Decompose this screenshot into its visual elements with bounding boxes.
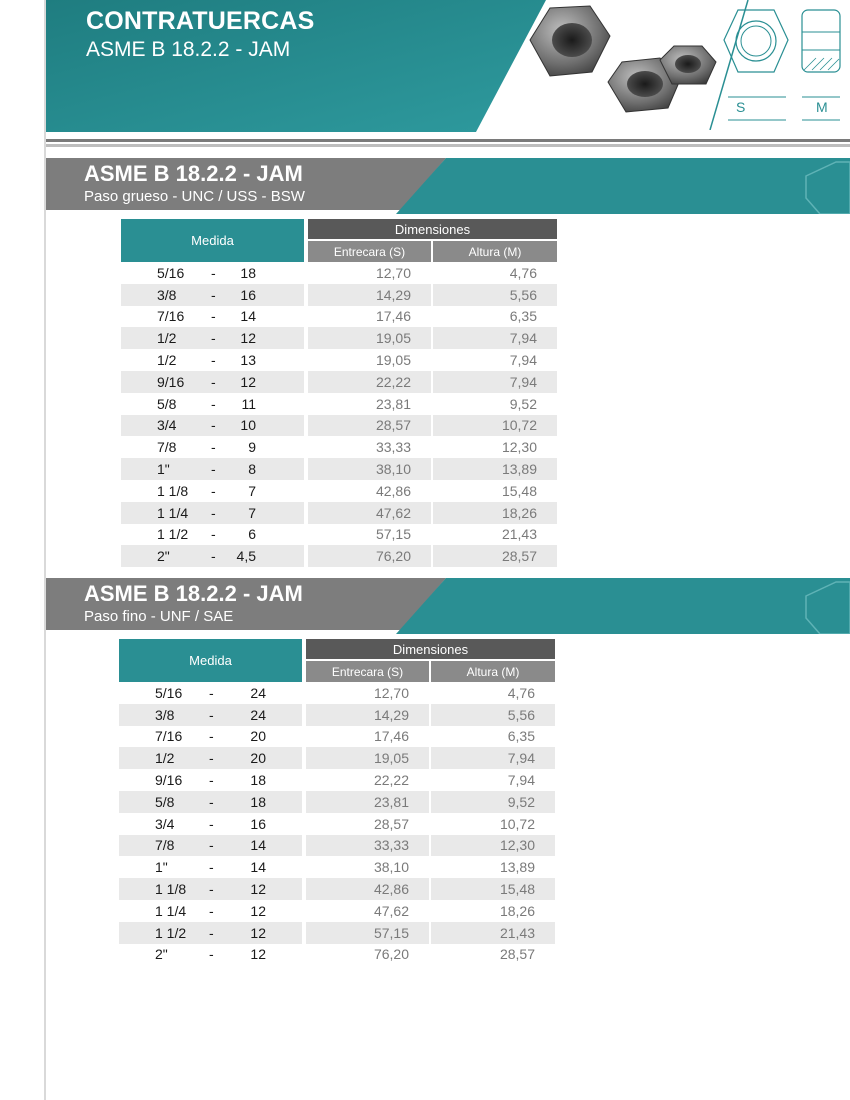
- altura-cell: [431, 769, 555, 791]
- altura-value: 13,89: [501, 461, 537, 478]
- medida-cell: [121, 284, 304, 306]
- entrecara-value: 38,10: [375, 461, 411, 478]
- altura-cell: [433, 349, 557, 371]
- size-value: 1 1/2: [155, 924, 187, 941]
- table-header: [119, 639, 559, 682]
- table-row: [119, 769, 559, 791]
- entrecara-cell: [306, 726, 429, 748]
- fine-thread-table: [119, 639, 559, 965]
- header-divider: [46, 139, 850, 153]
- section-title: ASME B 18.2.2 - JAM: [84, 161, 303, 186]
- separator: -: [211, 417, 216, 434]
- altura-value: 7,94: [507, 772, 535, 789]
- medida-cell: [121, 262, 304, 284]
- altura-cell: [431, 944, 555, 966]
- altura-value: 6,35: [507, 728, 535, 745]
- altura-value: 7,94: [507, 750, 535, 767]
- threads-value: 24: [250, 684, 266, 701]
- medida-cell: [121, 415, 304, 437]
- size-value: 9/16: [155, 772, 183, 789]
- altura-value: 4,76: [507, 684, 535, 701]
- medida-cell: [121, 524, 304, 546]
- entrecara-cell: [306, 856, 429, 878]
- table-row: [121, 436, 561, 458]
- entrecara-cell: [308, 545, 431, 567]
- threads-value: 9: [248, 439, 256, 456]
- size-value: 1": [157, 461, 170, 478]
- altura-value: 28,57: [501, 548, 537, 565]
- medida-cell: [119, 856, 302, 878]
- threads-value: 10: [240, 417, 256, 434]
- col-header-medida: Medida: [119, 639, 302, 682]
- entrecara-cell: [306, 922, 429, 944]
- entrecara-value: 42,86: [375, 482, 411, 499]
- separator: -: [211, 352, 216, 369]
- altura-cell: [433, 458, 557, 480]
- entrecara-value: 22,22: [373, 772, 409, 789]
- separator: -: [211, 264, 216, 281]
- entrecara-cell: [308, 502, 431, 524]
- entrecara-value: 28,57: [375, 417, 411, 434]
- threads-value: 12: [250, 881, 266, 898]
- table-row: [119, 726, 559, 748]
- col-header-altura: Altura (M): [433, 241, 557, 262]
- separator: -: [211, 308, 216, 325]
- coarse-thread-table: [121, 219, 561, 567]
- table-row: [121, 502, 561, 524]
- entrecara-cell: [308, 415, 431, 437]
- altura-value: 5,56: [509, 286, 537, 303]
- size-value: 5/16: [155, 684, 183, 701]
- medida-cell: [119, 747, 302, 769]
- separator: -: [209, 837, 214, 854]
- table-row: [121, 262, 561, 284]
- medida-cell: [119, 900, 302, 922]
- entrecara-value: 19,05: [375, 330, 411, 347]
- size-value: 2": [155, 946, 168, 963]
- threads-value: 12: [250, 946, 266, 963]
- medida-cell: [121, 502, 304, 524]
- dimension-s-label: S: [736, 99, 746, 115]
- altura-cell: [433, 393, 557, 415]
- threads-value: 7: [248, 482, 256, 499]
- entrecara-value: 12,70: [373, 684, 409, 701]
- table-row: [119, 813, 559, 835]
- entrecara-value: 33,33: [373, 837, 409, 854]
- entrecara-value: 22,22: [375, 373, 411, 390]
- altura-value: 15,48: [499, 881, 535, 898]
- entrecara-value: 19,05: [373, 750, 409, 767]
- table-row: [121, 284, 561, 306]
- threads-value: 14: [240, 308, 256, 325]
- entrecara-cell: [308, 436, 431, 458]
- altura-cell: [433, 502, 557, 524]
- page-subtitle: ASME B 18.2.2 - JAM: [86, 38, 291, 61]
- size-value: 1/2: [157, 330, 177, 347]
- separator: -: [211, 395, 216, 412]
- size-value: 3/4: [157, 417, 177, 434]
- altura-value: 12,30: [499, 837, 535, 854]
- separator: -: [209, 924, 214, 941]
- table-row: [119, 704, 559, 726]
- threads-value: 14: [250, 859, 266, 876]
- entrecara-cell: [308, 393, 431, 415]
- threads-value: 20: [250, 750, 266, 767]
- threads-value: 8: [248, 461, 256, 478]
- col-header-medida: Medida: [121, 219, 304, 262]
- table-row: [119, 922, 559, 944]
- col-header-dimensiones: Dimensiones: [306, 639, 555, 659]
- entrecara-cell: [308, 480, 431, 502]
- medida-cell: [121, 480, 304, 502]
- header-banner: [46, 0, 850, 132]
- threads-value: 7: [248, 504, 256, 521]
- entrecara-cell: [308, 524, 431, 546]
- altura-cell: [431, 856, 555, 878]
- size-value: 7/8: [155, 837, 175, 854]
- entrecara-value: 14,29: [375, 286, 411, 303]
- altura-value: 6,35: [509, 308, 537, 325]
- table-row: [121, 480, 561, 502]
- medida-cell: [121, 393, 304, 415]
- separator: -: [211, 373, 216, 390]
- entrecara-cell: [306, 704, 429, 726]
- entrecara-value: 76,20: [373, 946, 409, 963]
- separator: -: [209, 881, 214, 898]
- table-row: [121, 524, 561, 546]
- altura-value: 9,52: [507, 793, 535, 810]
- altura-value: 10,72: [501, 417, 537, 434]
- table-row: [121, 458, 561, 480]
- size-value: 1": [155, 859, 168, 876]
- medida-cell: [119, 813, 302, 835]
- size-value: 3/4: [155, 815, 175, 832]
- medida-cell: [121, 306, 304, 328]
- altura-value: 9,52: [509, 395, 537, 412]
- altura-value: 12,30: [501, 439, 537, 456]
- altura-value: 21,43: [499, 924, 535, 941]
- table-row: [119, 747, 559, 769]
- altura-cell: [433, 415, 557, 437]
- size-value: 5/8: [157, 395, 177, 412]
- threads-value: 6: [248, 526, 256, 543]
- medida-cell: [121, 349, 304, 371]
- size-value: 5/8: [155, 793, 175, 810]
- altura-value: 15,48: [501, 482, 537, 499]
- table-row: [119, 835, 559, 857]
- threads-value: 24: [250, 706, 266, 723]
- threads-value: 16: [250, 815, 266, 832]
- entrecara-cell: [306, 835, 429, 857]
- entrecara-cell: [308, 371, 431, 393]
- medida-cell: [119, 682, 302, 704]
- separator: -: [211, 504, 216, 521]
- entrecara-cell: [306, 682, 429, 704]
- scan-margin: [0, 0, 46, 1100]
- altura-cell: [433, 306, 557, 328]
- page-title: CONTRATUERCAS: [86, 7, 315, 35]
- entrecara-cell: [306, 769, 429, 791]
- dimension-m-label: M: [816, 99, 828, 115]
- medida-cell: [119, 944, 302, 966]
- size-value: 1 1/8: [157, 482, 189, 499]
- threads-value: 12: [250, 902, 266, 919]
- size-value: 9/16: [157, 373, 185, 390]
- separator: -: [209, 946, 214, 963]
- size-value: 1/2: [157, 352, 177, 369]
- entrecara-value: 57,15: [373, 924, 409, 941]
- medida-cell: [121, 436, 304, 458]
- table-row: [121, 415, 561, 437]
- size-value: 7/16: [155, 728, 183, 745]
- medida-cell: [119, 835, 302, 857]
- col-header-altura: Altura (M): [431, 661, 555, 682]
- medida-cell: [121, 371, 304, 393]
- entrecara-cell: [308, 306, 431, 328]
- entrecara-cell: [308, 327, 431, 349]
- altura-cell: [433, 524, 557, 546]
- col-header-dimensiones: Dimensiones: [308, 219, 557, 239]
- threads-value: 11: [241, 395, 256, 412]
- entrecara-cell: [308, 349, 431, 371]
- altura-value: 4,76: [509, 264, 537, 281]
- size-value: 3/8: [157, 286, 177, 303]
- altura-cell: [431, 747, 555, 769]
- entrecara-value: 23,81: [373, 793, 409, 810]
- table-row: [121, 349, 561, 371]
- separator: -: [209, 706, 214, 723]
- section-bar-coarse: [46, 158, 850, 214]
- threads-value: 13: [240, 352, 256, 369]
- altura-cell: [433, 262, 557, 284]
- table-row: [119, 682, 559, 704]
- altura-cell: [433, 371, 557, 393]
- table-row: [121, 327, 561, 349]
- entrecara-value: 17,46: [375, 308, 411, 325]
- section-subtitle: Paso fino - UNF / SAE: [84, 608, 234, 625]
- entrecara-value: 38,10: [373, 859, 409, 876]
- separator: -: [211, 330, 216, 347]
- altura-cell: [433, 436, 557, 458]
- altura-value: 7,94: [509, 373, 537, 390]
- entrecara-value: 76,20: [375, 548, 411, 565]
- altura-cell: [433, 480, 557, 502]
- altura-cell: [433, 545, 557, 567]
- entrecara-value: 19,05: [375, 352, 411, 369]
- separator: -: [209, 772, 214, 789]
- table-row: [121, 306, 561, 328]
- medida-cell: [119, 726, 302, 748]
- size-value: 7/8: [157, 439, 177, 456]
- threads-value: 4,5: [236, 548, 256, 565]
- separator: -: [209, 728, 214, 745]
- altura-value: 5,56: [507, 706, 535, 723]
- entrecara-value: 17,46: [373, 728, 409, 745]
- altura-value: 21,43: [501, 526, 537, 543]
- altura-cell: [431, 682, 555, 704]
- altura-cell: [431, 704, 555, 726]
- table-row: [121, 371, 561, 393]
- entrecara-cell: [306, 747, 429, 769]
- medida-cell: [119, 922, 302, 944]
- table-row: [119, 900, 559, 922]
- altura-value: 7,94: [509, 330, 537, 347]
- entrecara-value: 57,15: [375, 526, 411, 543]
- separator: -: [211, 482, 216, 499]
- table-row: [121, 545, 561, 567]
- size-value: 1 1/4: [157, 504, 189, 521]
- threads-value: 18: [250, 793, 266, 810]
- threads-value: 12: [240, 373, 256, 390]
- separator: -: [211, 461, 216, 478]
- entrecara-cell: [306, 944, 429, 966]
- threads-value: 12: [250, 924, 266, 941]
- altura-value: 13,89: [499, 859, 535, 876]
- altura-cell: [431, 726, 555, 748]
- table-row: [119, 944, 559, 966]
- altura-cell: [431, 878, 555, 900]
- section-title: ASME B 18.2.2 - JAM: [84, 581, 303, 606]
- medida-cell: [121, 327, 304, 349]
- separator: -: [209, 684, 214, 701]
- entrecara-value: 47,62: [373, 902, 409, 919]
- entrecara-cell: [306, 791, 429, 813]
- threads-value: 12: [240, 330, 256, 347]
- table-row: [119, 856, 559, 878]
- size-value: 5/16: [157, 264, 185, 281]
- separator: -: [209, 815, 214, 832]
- size-value: 7/16: [157, 308, 185, 325]
- entrecara-value: 28,57: [373, 815, 409, 832]
- entrecara-cell: [308, 458, 431, 480]
- col-header-entrecara: Entrecara (S): [306, 661, 429, 682]
- entrecara-value: 33,33: [375, 439, 411, 456]
- table-row: [119, 791, 559, 813]
- medida-cell: [121, 545, 304, 567]
- table-row: [121, 393, 561, 415]
- section-subtitle: Paso grueso - UNC / USS - BSW: [84, 188, 305, 205]
- entrecara-cell: [308, 284, 431, 306]
- altura-value: 18,26: [499, 902, 535, 919]
- altura-value: 28,57: [499, 946, 535, 963]
- separator: -: [209, 902, 214, 919]
- altura-cell: [433, 284, 557, 306]
- entrecara-value: 14,29: [373, 706, 409, 723]
- size-value: 1 1/2: [157, 526, 189, 543]
- size-value: 1 1/8: [155, 881, 187, 898]
- altura-cell: [431, 922, 555, 944]
- separator: -: [211, 286, 216, 303]
- separator: -: [209, 750, 214, 767]
- entrecara-value: 23,81: [375, 395, 411, 412]
- medida-cell: [119, 704, 302, 726]
- altura-cell: [431, 791, 555, 813]
- entrecara-value: 47,62: [375, 504, 411, 521]
- separator: -: [211, 439, 216, 456]
- threads-value: 18: [250, 772, 266, 789]
- entrecara-cell: [308, 262, 431, 284]
- altura-cell: [431, 813, 555, 835]
- medida-cell: [119, 878, 302, 900]
- medida-cell: [119, 769, 302, 791]
- separator: -: [209, 793, 214, 810]
- separator: -: [211, 526, 216, 543]
- altura-value: 7,94: [509, 352, 537, 369]
- entrecara-cell: [306, 813, 429, 835]
- size-value: 1/2: [155, 750, 175, 767]
- threads-value: 16: [240, 286, 256, 303]
- size-value: 3/8: [155, 706, 175, 723]
- threads-value: 18: [240, 264, 256, 281]
- separator: -: [211, 548, 216, 565]
- entrecara-value: 12,70: [375, 264, 411, 281]
- altura-cell: [431, 835, 555, 857]
- entrecara-cell: [306, 900, 429, 922]
- size-value: 1 1/4: [155, 902, 187, 919]
- medida-cell: [119, 791, 302, 813]
- altura-value: 18,26: [501, 504, 537, 521]
- medida-cell: [121, 458, 304, 480]
- altura-cell: [433, 327, 557, 349]
- table-header: [121, 219, 561, 262]
- entrecara-value: 42,86: [373, 881, 409, 898]
- altura-cell: [431, 900, 555, 922]
- table-row: [119, 878, 559, 900]
- threads-value: 20: [250, 728, 266, 745]
- section-bar-fine: [46, 578, 850, 634]
- altura-value: 10,72: [499, 815, 535, 832]
- threads-value: 14: [250, 837, 266, 854]
- separator: -: [209, 859, 214, 876]
- col-header-entrecara: Entrecara (S): [308, 241, 431, 262]
- entrecara-cell: [306, 878, 429, 900]
- size-value: 2": [157, 548, 170, 565]
